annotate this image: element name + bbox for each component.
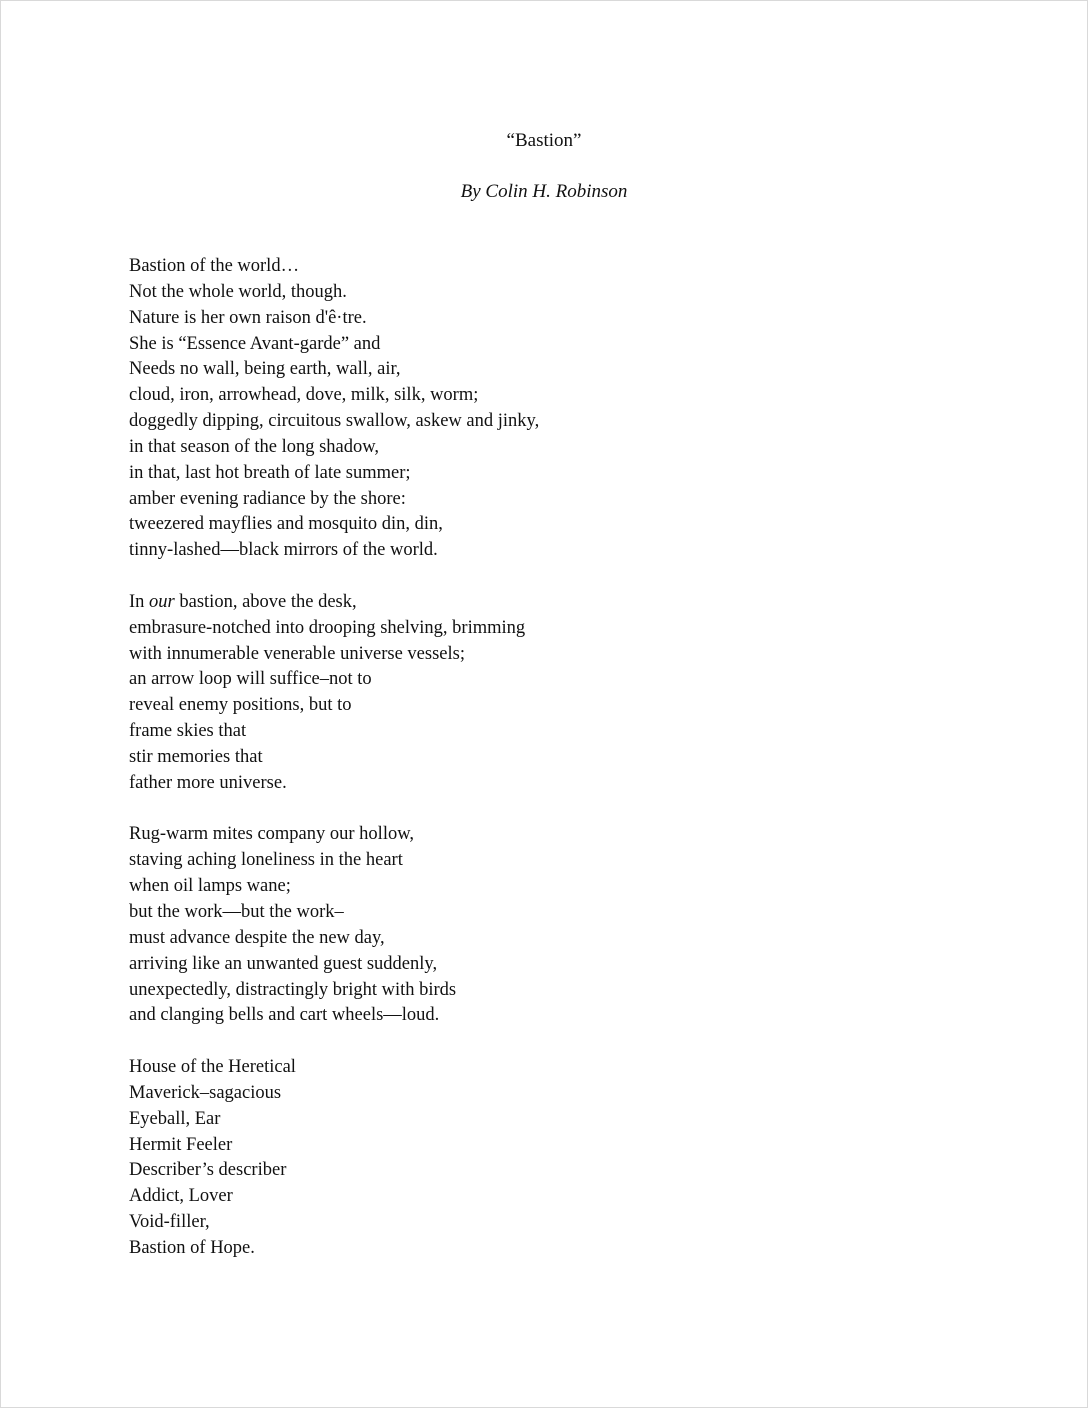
poem-line: in that season of the long shadow,: [129, 436, 380, 457]
poem-line: amber evening radiance by the shore:: [129, 488, 406, 509]
poem-line: tweezered mayflies and mosquito din, din,: [129, 514, 443, 535]
poem-line: father more universe.: [129, 772, 287, 793]
poem-line: reveal enemy positions, but to: [129, 695, 352, 716]
poem-line: Bastion of Hope.: [129, 1237, 255, 1258]
line-text-before: In: [129, 591, 150, 612]
poem-line: stir memories that: [129, 746, 263, 767]
poem-byline: By Colin H. Robinson: [460, 181, 628, 202]
poem-line: must advance despite the new day,: [129, 927, 385, 948]
poem-line: and clanging bells and cart wheels—loud.: [129, 1005, 440, 1026]
poem-line: Rug-warm mites company our hollow,: [129, 824, 414, 845]
poem-line: House of the Heretical: [129, 1057, 296, 1078]
poem-line: Void-filler,: [129, 1212, 210, 1233]
poem-line: in that, last hot breath of late summer;: [129, 462, 411, 483]
poem-line: doggedly dipping, circuitous swallow, askew and jinky,: [129, 411, 540, 432]
stanza-4: [129, 1055, 1029, 1262]
poem-title: [1, 129, 1087, 153]
poem-line: Maverick–sagacious: [129, 1082, 282, 1103]
poem-line: arriving like an unwanted guest suddenly,: [129, 953, 438, 974]
poem-line: Addict, Lover: [129, 1186, 233, 1207]
poem-line: an arrow loop will suffice–not to: [129, 669, 372, 690]
emphasized-word: our: [149, 591, 175, 612]
poem-line: staving aching loneliness in the heart: [129, 850, 403, 871]
poem-line: but the work—but the work–: [129, 902, 344, 922]
poem-line: Hermit Feeler: [129, 1134, 233, 1155]
poem-line: cloud, iron, arrowhead, dove, milk, silk, worm;: [129, 385, 479, 406]
poem-body: [129, 254, 1029, 1288]
poem-line: frame skies that: [129, 721, 247, 742]
poem-line: Not the whole world, though.: [129, 281, 347, 302]
poem-line: Eyeball, Ear: [129, 1108, 221, 1129]
stanza-3: [129, 822, 1029, 1029]
stanza-1: [129, 254, 1029, 564]
poem-line: with innumerable venerable universe vessels;: [129, 643, 465, 664]
poem-line: when oil lamps wane;: [129, 876, 291, 897]
line-text-after: bastion, above the desk,: [174, 591, 357, 612]
poem-line: Nature is her own raison d'ê·tre.: [129, 307, 367, 328]
stanza-2: [129, 590, 1029, 797]
poem-line-with-emphasis: [129, 590, 1029, 616]
poem-line: tinny-lashed—black mirrors of the world.: [129, 540, 438, 561]
poem-line: She is “Essence Avant-garde” and: [129, 333, 381, 354]
poem-line: Needs no wall, being earth, wall, air,: [129, 359, 401, 380]
poem-title-text: “Bastion”: [506, 130, 582, 151]
poem-line: Bastion of the world…: [129, 256, 300, 276]
poem-line: embrasure-notched into drooping shelving, brimming: [129, 617, 526, 638]
poem-line: Describer’s describer: [129, 1160, 287, 1181]
poem-line: unexpectedly, distractingly bright with birds: [129, 979, 457, 1000]
